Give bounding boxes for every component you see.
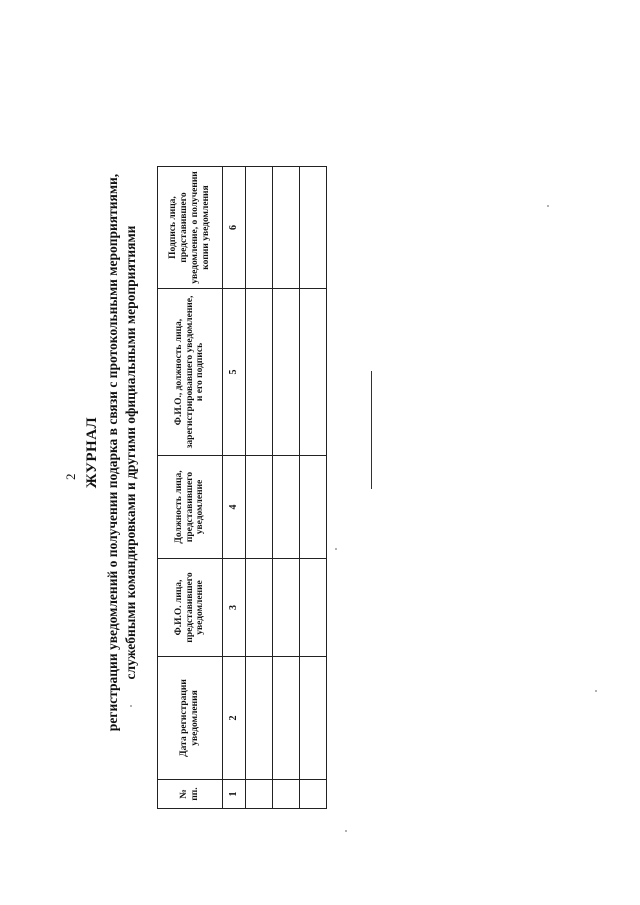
- table-cell: [273, 289, 300, 456]
- table-cell: [246, 657, 273, 780]
- document-title: ЖУРНАЛ: [84, 416, 100, 489]
- scan-speck: [547, 205, 549, 207]
- page-number: 2: [63, 473, 78, 480]
- header-submitter-name: Ф.И.О. лица, представившего уведомление: [158, 559, 223, 657]
- scan-speck: [335, 548, 337, 550]
- header-submitter-position: Должность лица, представившего уведомление: [158, 456, 223, 559]
- table-row: [273, 167, 300, 809]
- subtitle-line-1: регистрации уведомлений о получении подарка в связи с протокольными мероприятиями,: [105, 173, 120, 732]
- table-cell: [300, 780, 327, 809]
- table-cell: [246, 559, 273, 657]
- register-table: [157, 166, 327, 809]
- table-header-row: [158, 167, 223, 809]
- table-row: [300, 167, 327, 809]
- table-cell: [300, 289, 327, 456]
- header-copy-signature: Подпись лица, представившего уведомление, о получении копии уведомления: [158, 167, 223, 289]
- table-cell: [246, 289, 273, 456]
- table-cell: [300, 657, 327, 780]
- table-cell: [246, 167, 273, 289]
- column-number: 3: [223, 559, 246, 657]
- table-cell: [273, 167, 300, 289]
- table-cell: [273, 456, 300, 559]
- column-number: 2: [223, 657, 246, 780]
- table-cell: [300, 456, 327, 559]
- subtitle-line-2: служебными командировками и другими официальными мероприятиями: [123, 225, 138, 680]
- column-number: 5: [223, 289, 246, 456]
- table-cell: [246, 456, 273, 559]
- column-number-row: [223, 167, 246, 809]
- column-number: 1: [223, 780, 246, 809]
- scan-speck: [130, 705, 132, 707]
- signature-line: [371, 371, 372, 489]
- table-row: [246, 167, 273, 809]
- scan-speck: [345, 830, 347, 832]
- column-number: 6: [223, 167, 246, 289]
- table-cell: [300, 559, 327, 657]
- column-number: 4: [223, 456, 246, 559]
- header-number: № пп.: [158, 780, 223, 809]
- table-cell: [273, 657, 300, 780]
- header-registration-date: Дата регистрации уведомления: [158, 657, 223, 780]
- table-cell: [300, 167, 327, 289]
- header-registrar: Ф.И.О., должность лица, зарегистрировавшего уведомление, и его подпись: [158, 289, 223, 456]
- scan-speck: [595, 690, 597, 692]
- table-cell: [273, 780, 300, 809]
- table-cell: [273, 559, 300, 657]
- table-cell: [246, 780, 273, 809]
